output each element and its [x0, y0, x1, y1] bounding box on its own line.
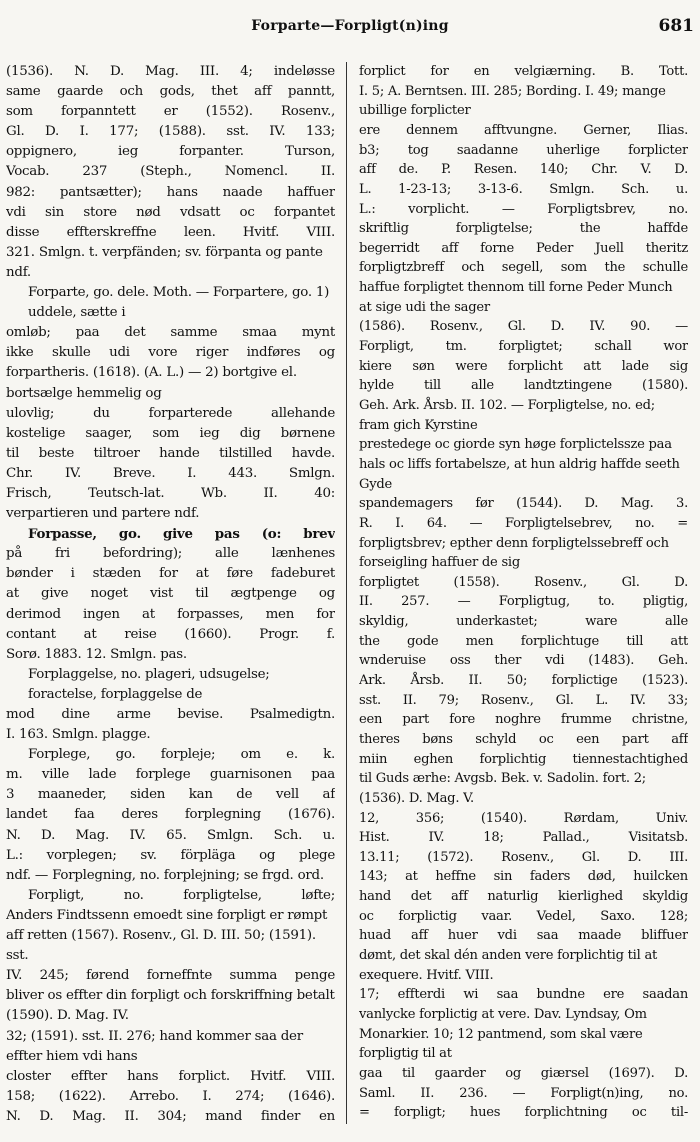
text-line: ulovlig; du forparterede allehande	[6, 405, 335, 421]
text-line: the gode men forplichtuge till att	[359, 633, 688, 649]
text-line: I. 5; A. Berntsen. III. 285; Bording. I. 49; mange ubillige forplicter	[359, 83, 666, 119]
text-line: Sorø. 1883. 12. Smlgn. pas.	[6, 646, 187, 662]
text-line: forpartheris. (1618). (A. L.) — 2) bortgive el. bortsælge hemmelig og	[6, 365, 297, 401]
text-line: I. 163. Smlgn. plagge.	[6, 727, 151, 743]
text-line: Geh. Ark. Årsb. II. 102. — Forpligtelse, no. ed; fram gich Kyrstine	[359, 397, 655, 433]
text-line: oc forplictig vaar. Vedel, Saxo. 128;	[359, 908, 688, 924]
text-line: verpartieren und partere ndf.	[6, 506, 200, 522]
text-line: Chr. IV. Breve. I. 443. Smlgn.	[6, 465, 335, 481]
text-line: L.: vorplegen; sv. förpläga og plege	[6, 847, 335, 863]
text-line: bønder i stæden for at føre fadeburet	[6, 566, 335, 582]
entry-forparte: Forparte, go. dele. Moth. — Forpartere, go. 1) uddele, sætte i	[28, 285, 330, 321]
text-line: skyldig, underkastet; ware alle	[359, 614, 688, 630]
text-line: Gl. D. I. 177; (1588). sst. IV. 133;	[6, 124, 335, 140]
text-line: forplict for en velgiærning. B. Tott.	[359, 64, 688, 79]
text-line: forpligtet (1558). Rosenv., Gl. D.	[359, 574, 688, 590]
text-line: at give noget vist til ægtpenge og	[6, 586, 335, 602]
text-line: til beste tiltroer hande tilstilled havde.	[6, 445, 335, 461]
entry-forplaggelse: Forplaggelse, no. plageri, udsugelse; foractelse, forplaggelse de	[28, 666, 270, 702]
text-line: disse effterskreffne leen. Hvitf. VIII.	[6, 224, 335, 240]
text-line: spandemagers før (1544). D. Mag. 3.	[359, 496, 688, 512]
text-line: ikke skulle udi vore riger indføres og	[6, 345, 335, 361]
text-line: som forpanntett er (1552). Rosenv.,	[6, 104, 335, 120]
text-line: aff de. P. Resen. 140; Chr. V. D.	[359, 162, 688, 178]
text-line: landet faa deres forplegning (1676).	[6, 807, 335, 823]
text-line: til Guds ærhe: Avgsb. Bek. v. Sadolin. fort. 2; (1536). D. Mag. V.	[359, 771, 646, 806]
text-line: derimod ingen at forpasses, men for	[6, 606, 335, 622]
left-column	[6, 62, 335, 1127]
text-line: gaa til gaarder og giærsel (1697). D.	[359, 1065, 688, 1081]
text-line: vanlycke forplictig at vere. Dav. Lyndsay, Om Monarkier. 10; 12 pantmend, som skal være forpligtig til at	[359, 1006, 647, 1062]
text-line: prestedege oc giorde syn høge forplictelssze paa hals oc liffs fortabelsze, at hun aldrig haffde seeth Gyde	[359, 437, 680, 492]
text-line: på fri befordring); alle lænhenes	[6, 546, 335, 562]
text-line: vdi sin store nød vdsatt oc forpantet	[6, 204, 335, 220]
page-number: 681	[658, 16, 694, 36]
text-line: II. 257. — Forpligtug, to. pligtig,	[359, 594, 688, 610]
text-line: dømt, det skal dén anden vere forplichtig til at exequere. Hvitf. VIII.	[359, 948, 658, 983]
text-line: 158; (1622). Arrebo. I. 274; (1646).	[6, 1088, 335, 1104]
text-line: Frisch, Teutsch-lat. Wb. II. 40:	[6, 485, 335, 501]
text-line: theres bøns schyld oc een part aff	[359, 731, 688, 747]
text-line: = forpligt; hues forplichtning oc til-	[359, 1105, 688, 1121]
text-line: bliver os effter din forpligt och forskriffning betalt (1590). D. Mag. IV.	[6, 988, 335, 1024]
text-line: N. D. Mag. IV. 65. Smlgn. Sch. u.	[6, 827, 335, 843]
text-line: mod dine arme bevise. Psalmedigtn.	[6, 707, 335, 722]
text-line: 982: pantsætter); hans naade haffuer	[6, 184, 335, 200]
page-header	[0, 4, 700, 44]
entry-forpasse: Forpasse, go. give pas (o: brev	[28, 526, 335, 543]
text-line: 13.11; (1572). Rosenv., Gl. D. III.	[359, 849, 688, 865]
text-line: haffue forpligtet thennom till forne Peder Munch at sige udi the sager	[359, 280, 673, 315]
text-line: begerridt aff forne Peder Juell theritz	[359, 240, 688, 256]
text-line: kiere søn were forplicht att lade sig	[359, 358, 688, 374]
entry-forpligt-tm: Forpligt, tm. forpligtet; schall wor	[359, 339, 688, 355]
text-line: forpligtsbrev; epther denn forpligtelssebreff och forseigling haffuer de sig	[359, 535, 669, 571]
right-column	[359, 62, 688, 1123]
text-line: een part fore noghre frumme christne,	[359, 712, 688, 728]
text-line: Ark. Årsb. II. 50; forplictige (1523).	[359, 673, 688, 689]
text-line: omløb; paa det samme smaa mynt	[6, 325, 335, 341]
text-line: skriftlig forpligtelse; the haffde	[359, 221, 688, 237]
text-line: hand det aff naturlig kierlighed skyldig	[359, 889, 688, 905]
text-line: closter effter hans forplict. Hvitf. VIII.	[6, 1068, 335, 1084]
text-line: Hist. IV. 18; Pallad., Visitatsb.	[359, 830, 688, 846]
text-line: sst. II. 79; Rosenv., Gl. L. IV. 33;	[359, 692, 688, 708]
text-line: huad aff huer vdi saa maade bliffuer	[359, 928, 688, 944]
text-line: b3; tog saadanne uherlige forplicter	[359, 142, 688, 158]
text-line: wnderuise oss ther vdi (1483). Geh.	[359, 653, 688, 669]
text-line: 3 maaneder, siden kan de vell af	[6, 787, 335, 803]
text-line: same gaarde och gods, thet aff panntt,	[6, 84, 335, 100]
text-line: hylde till alle landtztingene (1580).	[359, 378, 688, 394]
text-line: contant at reise (1660). Progr. f.	[6, 626, 335, 642]
text-line: IV. 245; førend forneffnte summa penge	[6, 968, 335, 984]
text-line: forpligtzbreff och segell, som the schulle	[359, 260, 688, 276]
text-line: Anders Findtssenn emoedt sine forpligt er rømpt aff retten (1567). Rosenv., Gl. D. III. 50; (1591). sst.	[6, 907, 328, 964]
text-line: 12, 356; (1540). Rørdam, Univ.	[359, 810, 688, 826]
text-line: ere dennem afftvungne. Gerner, Ilias.	[359, 122, 688, 138]
text-line: Saml. II. 236. — Forpligt(n)ing, no.	[359, 1085, 688, 1101]
text-line: kostelige saager, som ieg dig børnene	[6, 425, 335, 441]
text-line: R. I. 64. — Forpligtelsebrev, no. =	[359, 515, 688, 531]
text-line: 17; effterdi wi saa bundne ere saadan	[359, 987, 688, 1003]
entry-forpligt: Forpligt, no. forpligtelse, løfte;	[28, 887, 335, 903]
text-line: m. ville lade forplege guarnisonen paa	[6, 767, 335, 783]
text-line: miin eghen forplichtig tiennestachtighed	[359, 751, 688, 767]
text-line: L. 1-23-13; 3-13-6. Smlgn. Sch. u.	[359, 181, 688, 197]
text-line: (1536). N. D. Mag. III. 4; indeløsse	[6, 64, 335, 79]
text-line: ndf. — Forplegning, no. forplejning; se frgd. ord.	[6, 867, 324, 883]
text-line: Vocab. 237 (Steph., Nomencl. II.	[6, 164, 335, 180]
text-line: 143; at heffne sin faders død, huilcken	[359, 869, 688, 885]
text-line: oppignero, ieg forpanter. Turson,	[6, 144, 335, 160]
entry-forplege: Forplege, go. forpleje; om e. k.	[28, 747, 335, 763]
text-line: 321. Smlgn. t. verpfänden; sv. förpanta og pante ndf.	[6, 244, 323, 280]
text-line: 32; (1591). sst. II. 276; hand kommer saa der effter hiem vdi hans	[6, 1028, 303, 1064]
text-line: L.: vorplicht. — Forpligtsbrev, no.	[359, 201, 688, 217]
column-divider	[346, 62, 347, 1124]
text-line: (1586). Rosenv., Gl. D. IV. 90. —	[359, 319, 688, 335]
running-head: Forparte—Forpligt(n)ing	[251, 18, 449, 34]
text-line: N. D. Mag. II. 304; mand finder en	[6, 1108, 335, 1124]
